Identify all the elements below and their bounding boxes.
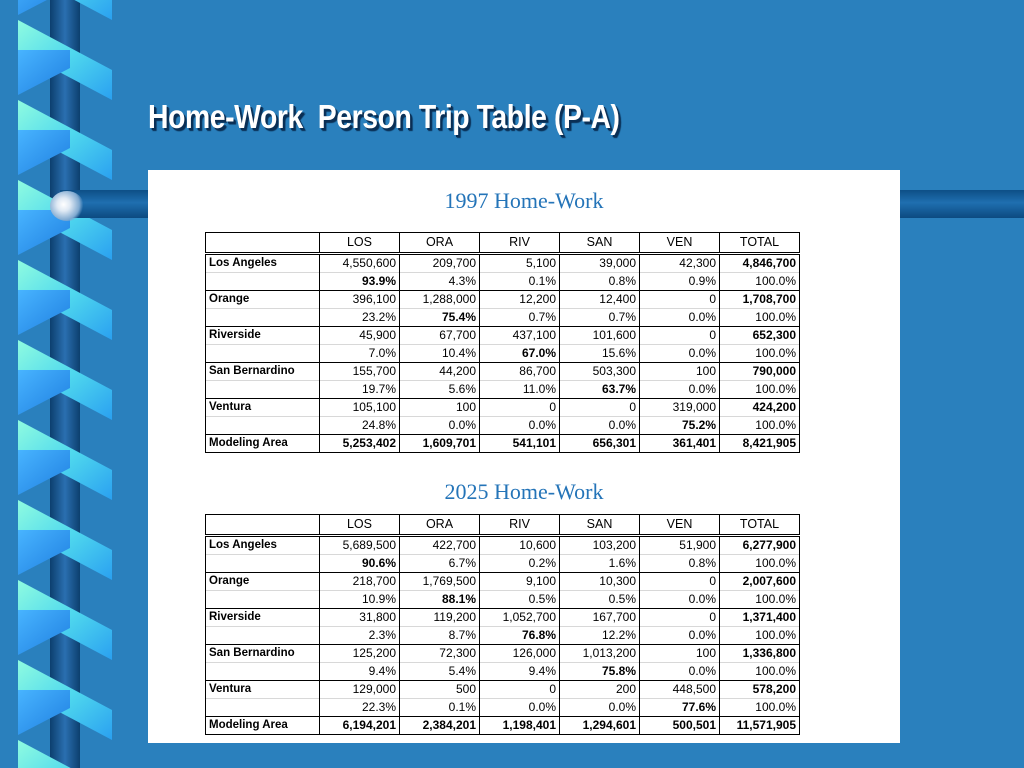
- column-header: ORA: [400, 233, 480, 254]
- row-label-empty: [206, 273, 320, 291]
- trip-percent-cell: 100.0%: [720, 699, 800, 717]
- total-value-cell: 1,609,701: [400, 435, 480, 453]
- trip-count-cell: 126,000: [480, 645, 560, 663]
- trip-percent-cell: 23.2%: [320, 309, 400, 327]
- trip-percent-cell: 75.8%: [560, 663, 640, 681]
- column-header: TOTAL: [720, 233, 800, 254]
- row-label-empty: [206, 663, 320, 681]
- trip-count-cell: 652,300: [720, 327, 800, 345]
- trip-count-cell: 1,371,400: [720, 609, 800, 627]
- trip-percent-cell: 67.0%: [480, 345, 560, 363]
- trip-percent-cell: 88.1%: [400, 591, 480, 609]
- trip-count-cell: 0: [640, 327, 720, 345]
- trip-percent-cell: 0.9%: [640, 273, 720, 291]
- table-row: [206, 609, 800, 627]
- trip-percent-cell: 0.0%: [640, 663, 720, 681]
- trip-percent-cell: 100.0%: [720, 381, 800, 399]
- trip-count-cell: 9,100: [480, 573, 560, 591]
- trip-count-cell: 10,300: [560, 573, 640, 591]
- table-row: [206, 681, 800, 699]
- trip-count-cell: 105,100: [320, 399, 400, 417]
- trip-percent-cell: 0.8%: [640, 555, 720, 573]
- trip-count-cell: 42,300: [640, 254, 720, 273]
- table-row-percent: [206, 663, 800, 681]
- trip-count-cell: 4,846,700: [720, 254, 800, 273]
- trip-percent-cell: 100.0%: [720, 309, 800, 327]
- trip-count-cell: 790,000: [720, 363, 800, 381]
- trip-percent-cell: 100.0%: [720, 663, 800, 681]
- trip-percent-cell: 0.0%: [480, 417, 560, 435]
- trip-percent-cell: 63.7%: [560, 381, 640, 399]
- table-header-row: [206, 515, 800, 536]
- total-value-cell: 541,101: [480, 435, 560, 453]
- trip-count-cell: 39,000: [560, 254, 640, 273]
- trip-percent-cell: 0.0%: [480, 699, 560, 717]
- trip-percent-cell: 0.7%: [560, 309, 640, 327]
- trip-count-cell: 45,900: [320, 327, 400, 345]
- trip-table-2025: [205, 514, 800, 735]
- total-value-cell: 500,501: [640, 717, 720, 735]
- row-label: Orange: [206, 573, 320, 591]
- row-label-empty: [206, 345, 320, 363]
- row-label: Los Angeles: [206, 536, 320, 555]
- slide-title: Home-Work Person Trip Table (P-A): [148, 98, 620, 135]
- trip-count-cell: 500: [400, 681, 480, 699]
- row-label-empty: [206, 381, 320, 399]
- trip-count-cell: 72,300: [400, 645, 480, 663]
- column-header: ORA: [400, 515, 480, 536]
- table-row-percent: [206, 699, 800, 717]
- trip-percent-cell: 0.0%: [640, 591, 720, 609]
- column-header: TOTAL: [720, 515, 800, 536]
- trip-count-cell: 437,100: [480, 327, 560, 345]
- row-label-empty: [206, 417, 320, 435]
- table-row-percent: [206, 417, 800, 435]
- table-row-percent: [206, 555, 800, 573]
- trip-percent-cell: 0.0%: [400, 417, 480, 435]
- trip-count-cell: 167,700: [560, 609, 640, 627]
- column-header: [206, 233, 320, 254]
- table-row-percent: [206, 381, 800, 399]
- trip-count-cell: 5,689,500: [320, 536, 400, 555]
- table-caption-1997: 1997 Home-Work: [444, 188, 604, 213]
- table-total-row: [206, 717, 800, 735]
- row-label: Orange: [206, 291, 320, 309]
- table-row-percent: [206, 345, 800, 363]
- total-value-cell: 8,421,905: [720, 435, 800, 453]
- bar-knob: [50, 191, 84, 221]
- table-row: [206, 399, 800, 417]
- table-row: [206, 327, 800, 345]
- table-row: [206, 291, 800, 309]
- trip-count-cell: 5,100: [480, 254, 560, 273]
- trip-count-cell: 424,200: [720, 399, 800, 417]
- table-total-row: [206, 435, 800, 453]
- trip-percent-cell: 0.8%: [560, 273, 640, 291]
- trip-percent-cell: 0.0%: [640, 627, 720, 645]
- trip-percent-cell: 76.8%: [480, 627, 560, 645]
- column-header: SAN: [560, 233, 640, 254]
- trip-count-cell: 101,600: [560, 327, 640, 345]
- trip-count-cell: 0: [480, 399, 560, 417]
- total-label: Modeling Area: [206, 717, 320, 735]
- total-value-cell: 6,194,201: [320, 717, 400, 735]
- trip-percent-cell: 19.7%: [320, 381, 400, 399]
- trip-percent-cell: 0.0%: [640, 381, 720, 399]
- trip-percent-cell: 100.0%: [720, 555, 800, 573]
- trip-percent-cell: 100.0%: [720, 627, 800, 645]
- trip-percent-cell: 0.5%: [560, 591, 640, 609]
- trip-percent-cell: 9.4%: [480, 663, 560, 681]
- trip-count-cell: 12,200: [480, 291, 560, 309]
- trip-count-cell: 1,288,000: [400, 291, 480, 309]
- total-value-cell: 656,301: [560, 435, 640, 453]
- trip-percent-cell: 0.7%: [480, 309, 560, 327]
- trip-count-cell: 422,700: [400, 536, 480, 555]
- trip-count-cell: 103,200: [560, 536, 640, 555]
- trip-count-cell: 1,769,500: [400, 573, 480, 591]
- row-label: San Bernardino: [206, 645, 320, 663]
- total-value-cell: 11,571,905: [720, 717, 800, 735]
- total-value-cell: 361,401: [640, 435, 720, 453]
- trip-percent-cell: 0.5%: [480, 591, 560, 609]
- trip-percent-cell: 75.2%: [640, 417, 720, 435]
- total-value-cell: 5,253,402: [320, 435, 400, 453]
- trip-percent-cell: 0.0%: [560, 417, 640, 435]
- trip-percent-cell: 10.4%: [400, 345, 480, 363]
- trip-percent-cell: 22.3%: [320, 699, 400, 717]
- trip-percent-cell: 0.0%: [640, 345, 720, 363]
- trip-count-cell: 1,708,700: [720, 291, 800, 309]
- trip-percent-cell: 90.6%: [320, 555, 400, 573]
- table-row: [206, 254, 800, 273]
- trip-percent-cell: 93.9%: [320, 273, 400, 291]
- trip-count-cell: 1,052,700: [480, 609, 560, 627]
- table-row: [206, 536, 800, 555]
- row-label-empty: [206, 555, 320, 573]
- trip-count-cell: 319,000: [640, 399, 720, 417]
- table-row: [206, 645, 800, 663]
- trip-count-cell: 44,200: [400, 363, 480, 381]
- table-row-percent: [206, 591, 800, 609]
- trip-count-cell: 1,336,800: [720, 645, 800, 663]
- row-label: San Bernardino: [206, 363, 320, 381]
- trip-percent-cell: 5.4%: [400, 663, 480, 681]
- trip-count-cell: 209,700: [400, 254, 480, 273]
- trip-count-cell: 51,900: [640, 536, 720, 555]
- column-header: RIV: [480, 233, 560, 254]
- trip-percent-cell: 100.0%: [720, 591, 800, 609]
- trip-percent-cell: 8.7%: [400, 627, 480, 645]
- table-row: [206, 573, 800, 591]
- trip-percent-cell: 24.8%: [320, 417, 400, 435]
- trip-percent-cell: 12.2%: [560, 627, 640, 645]
- trip-count-cell: 200: [560, 681, 640, 699]
- trip-table-1997: [205, 232, 800, 453]
- trip-count-cell: 0: [640, 291, 720, 309]
- table-row-percent: [206, 309, 800, 327]
- trip-percent-cell: 9.4%: [320, 663, 400, 681]
- trip-count-cell: 218,700: [320, 573, 400, 591]
- trip-count-cell: 10,600: [480, 536, 560, 555]
- trip-count-cell: 448,500: [640, 681, 720, 699]
- trip-count-cell: 578,200: [720, 681, 800, 699]
- column-header: LOS: [320, 515, 400, 536]
- table-caption-2025: 2025 Home-Work: [444, 479, 604, 504]
- table-row-percent: [206, 273, 800, 291]
- row-label: Ventura: [206, 681, 320, 699]
- trip-percent-cell: 11.0%: [480, 381, 560, 399]
- trip-percent-cell: 6.7%: [400, 555, 480, 573]
- trip-percent-cell: 75.4%: [400, 309, 480, 327]
- trip-percent-cell: 4.3%: [400, 273, 480, 291]
- trip-count-cell: 0: [640, 573, 720, 591]
- table-row: [206, 363, 800, 381]
- trip-count-cell: 4,550,600: [320, 254, 400, 273]
- row-label: Riverside: [206, 609, 320, 627]
- trip-count-cell: 0: [640, 609, 720, 627]
- trip-count-cell: 155,700: [320, 363, 400, 381]
- trip-percent-cell: 0.0%: [640, 309, 720, 327]
- trip-percent-cell: 15.6%: [560, 345, 640, 363]
- column-header: VEN: [640, 233, 720, 254]
- trip-percent-cell: 1.6%: [560, 555, 640, 573]
- trip-count-cell: 0: [560, 399, 640, 417]
- trip-count-cell: 100: [640, 363, 720, 381]
- trip-count-cell: 396,100: [320, 291, 400, 309]
- trip-count-cell: 86,700: [480, 363, 560, 381]
- trip-count-cell: 2,007,600: [720, 573, 800, 591]
- trip-count-cell: 119,200: [400, 609, 480, 627]
- trip-percent-cell: 0.1%: [400, 699, 480, 717]
- trip-count-cell: 100: [400, 399, 480, 417]
- trip-count-cell: 12,400: [560, 291, 640, 309]
- column-header: [206, 515, 320, 536]
- decorative-ribbon: [0, 0, 115, 768]
- trip-count-cell: 67,700: [400, 327, 480, 345]
- trip-percent-cell: 5.6%: [400, 381, 480, 399]
- total-value-cell: 1,198,401: [480, 717, 560, 735]
- table-header-row: [206, 233, 800, 254]
- row-label: Ventura: [206, 399, 320, 417]
- trip-count-cell: 125,200: [320, 645, 400, 663]
- trip-percent-cell: 100.0%: [720, 273, 800, 291]
- row-label-empty: [206, 627, 320, 645]
- row-label-empty: [206, 591, 320, 609]
- total-value-cell: 1,294,601: [560, 717, 640, 735]
- trip-count-cell: 6,277,900: [720, 536, 800, 555]
- row-label: Riverside: [206, 327, 320, 345]
- column-header: RIV: [480, 515, 560, 536]
- trip-count-cell: 100: [640, 645, 720, 663]
- trip-count-cell: 129,000: [320, 681, 400, 699]
- row-label: Los Angeles: [206, 254, 320, 273]
- trip-percent-cell: 77.6%: [640, 699, 720, 717]
- trip-percent-cell: 0.0%: [560, 699, 640, 717]
- trip-percent-cell: 0.1%: [480, 273, 560, 291]
- column-header: VEN: [640, 515, 720, 536]
- trip-percent-cell: 2.3%: [320, 627, 400, 645]
- trip-percent-cell: 100.0%: [720, 417, 800, 435]
- trip-percent-cell: 7.0%: [320, 345, 400, 363]
- trip-percent-cell: 100.0%: [720, 345, 800, 363]
- trip-count-cell: 503,300: [560, 363, 640, 381]
- row-label-empty: [206, 309, 320, 327]
- trip-count-cell: 1,013,200: [560, 645, 640, 663]
- trip-percent-cell: 0.2%: [480, 555, 560, 573]
- total-value-cell: 2,384,201: [400, 717, 480, 735]
- row-label-empty: [206, 699, 320, 717]
- content-panel: [148, 170, 900, 743]
- trip-count-cell: 0: [480, 681, 560, 699]
- column-header: LOS: [320, 233, 400, 254]
- table-row-percent: [206, 627, 800, 645]
- trip-percent-cell: 10.9%: [320, 591, 400, 609]
- trip-count-cell: 31,800: [320, 609, 400, 627]
- column-header: SAN: [560, 515, 640, 536]
- total-label: Modeling Area: [206, 435, 320, 453]
